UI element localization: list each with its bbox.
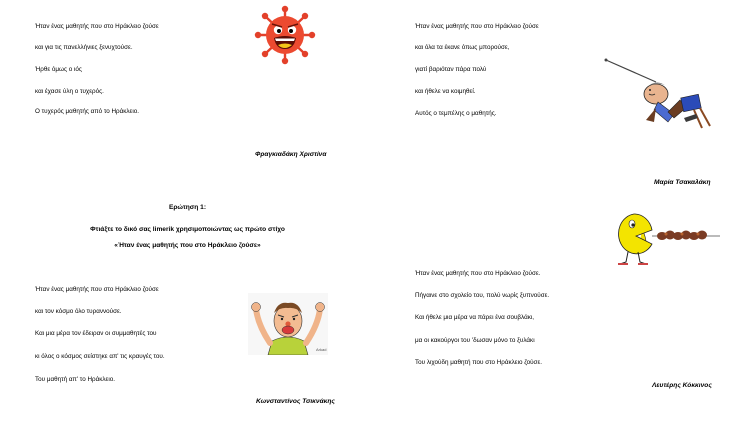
poem-4-line-3: Και ήθελε μια μέρα να πάρει ένα σουβλάκι,	[415, 314, 535, 321]
poem-4-line-5: Του λιχούδη μαθητή που στο Ηράκλειο ζούσε.	[415, 359, 543, 366]
poem-4-line-2: Πήγαινε στο σχολείο του, πολύ νωρίς ξυπνούσε.	[415, 292, 550, 299]
poem-2-author: Μαρία Τσακαλάκη	[654, 179, 711, 186]
poem-3-line-3: Και μια μέρα τον έδειραν οι συμμαθητές του	[35, 330, 157, 337]
poem-2-line-3: γιατί βαριόταν πάρα πολύ	[415, 66, 487, 73]
virus-illustration	[250, 5, 320, 65]
poem-1-line-1: Ήταν ένας μαθητής που στο Ηράκλειο ζούσε	[35, 23, 159, 30]
poem-3-author: Κωνσταντίνος Τσικνάκης	[256, 398, 335, 405]
poem-2-line-1: Ήταν ένας μαθητής που στο Ηράκλειο ζούσε	[415, 23, 539, 30]
boy-signature: Arkad	[316, 347, 327, 352]
poem-1-author: Φραγκιαδάκη Χριστίνα	[255, 151, 327, 158]
poem-3-line-1: Ήταν ένας μαθητής που στο Ηράκλειο ζούσε	[35, 286, 159, 293]
poem-1-line-5: Ο τυχερός μαθητής από το Ηράκλειο.	[35, 108, 140, 115]
screaming-boy-illustration	[248, 293, 328, 355]
poem-4-author: Λευτέρης Κόκκινος	[652, 382, 712, 389]
poem-2-line-2: και όλα τα έκανε όπως μπορούσε,	[415, 44, 510, 51]
poem-3-line-5: Του μαθητή απ' το Ηράκλειο.	[35, 376, 115, 383]
question-line-2: «Ήταν ένας μαθητής που στο Ηράκλειο ζούσε»	[114, 242, 261, 249]
poem-3-line-4: κι όλος ο κόσμος σείστηκε απ' τις κραυγές του.	[35, 353, 165, 360]
question-title: Ερώτηση 1:	[168, 204, 207, 211]
poem-2-line-5: Αυτός ο τεμπέλης ο μαθητής.	[415, 110, 497, 117]
sleepy-student-illustration	[598, 52, 718, 130]
poem-4-line-4: μα οι κακούργοι του 'δωσαν μόνο το ξυλάκι	[415, 337, 535, 344]
poem-3-line-2: και τον κόσμο όλο τυραννούσε.	[35, 308, 122, 315]
poem-1-line-4: και έχασε ύλη ο τυχερός.	[35, 88, 104, 95]
question-line-1: Φτιάξτε το δικό σας limerik χρησιμοποιώντας ως πρώτο στίχο	[90, 226, 285, 233]
poem-1-line-3: Ήρθε όμως ο ιός	[35, 66, 82, 73]
poem-4-line-1: Ήταν ένας μαθητής που στο Ηράκλειο ζούσε.	[415, 270, 541, 277]
poem-2-line-4: και ήθελε να κοιμηθεί.	[415, 88, 476, 95]
pacman-souvlaki-illustration	[612, 208, 724, 270]
poem-1-line-2: και για τις πανελλήνιες ξενυχτούσε.	[35, 44, 133, 51]
